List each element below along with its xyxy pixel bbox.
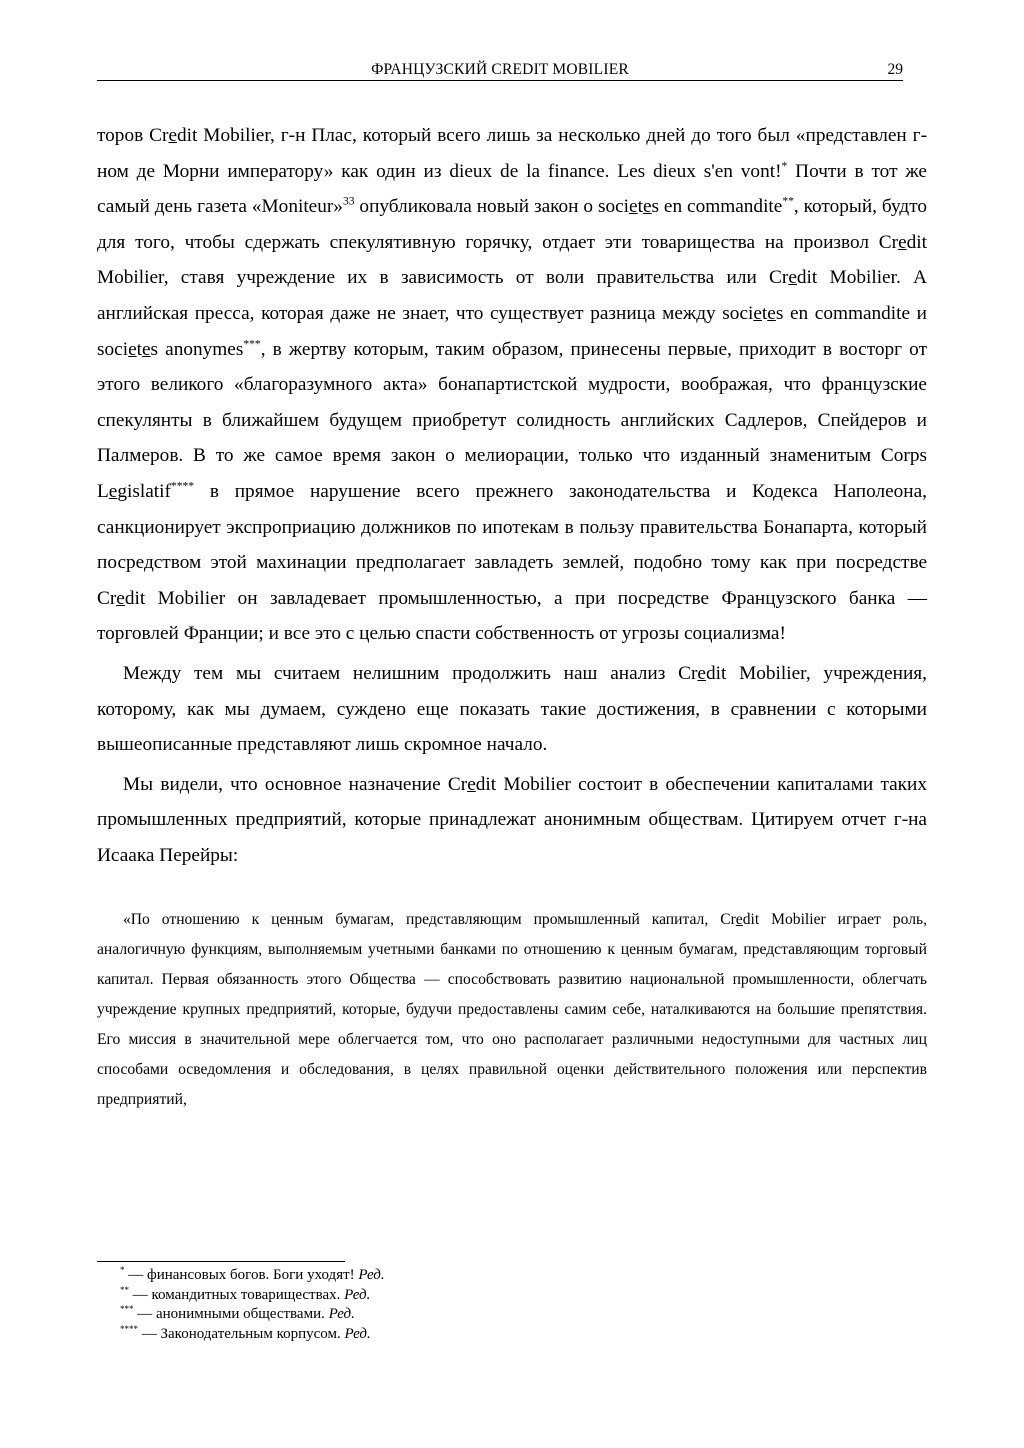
text-run: в прямое нарушение всего прежнего законодательства и Кодекса Наполеона, санкционирует экспроприацию должников по ипотекам в пользу правительства Бонапарта, который посредством этой махинации предполагает завладеть землей, подобно тому как при посредстве Cr (97, 480, 927, 609)
text-run: , в жертву которым, таким образом, принесены первые, приходит в восторг от этого великого «благоразумного акта» бонапартистской мудрости, воображая, что французские спекулянты в ближайшем будущем приобретут солидность английских Садлеров, Спейдеров и Палмеров. В то же самое время закон о мелиорации, только что изданный знаменитым Corps L (97, 338, 927, 502)
accented-letter: e (735, 911, 743, 928)
footnote-mark: ** (120, 1284, 129, 1295)
text-run: dit Mobilier, ставя учреждение их в зависимость от воли правительства или Cr (97, 231, 927, 289)
text-run: dit Mobilier играет роль, аналогичную функциям, выполняемым учетными банками по отношению к ценным бумагам, представляющим торговый капитал. Первая обязанность этого Общества — способствовать развитию национальной промышленности, облегчать учреждение крупных предприятий, которые, будучи предоставлены самим себе, наталкиваются на большие препятствия. Его миссия в значительной мере облегчается том, что оно располагает различными недоступными для частных лиц способами осведомления и обследования, в целях правильной оценки действительного положения или перспектив предприятий, (97, 911, 927, 1108)
footnote-ref[interactable]: 33 (342, 194, 355, 208)
main-text (97, 118, 927, 873)
footnote-text: — финансовых богов. Боги уходят! (124, 1267, 359, 1283)
text-run: dit Mobilier он завладевает промышленностью, а при посредстве Французского банка — торговлей Франции; и все это с целью спасти собственность от угрозы социализма! (97, 587, 927, 645)
footnote (120, 1325, 385, 1345)
footnote-ref[interactable]: * (781, 159, 788, 173)
accented-letter: e (629, 196, 638, 218)
accented-letter: e (788, 267, 797, 289)
footnote-ref[interactable]: ** (782, 194, 794, 208)
block-quote (97, 905, 927, 1115)
footnote-mark: * (120, 1265, 125, 1275)
editor-note: Ред. (358, 1267, 385, 1283)
footnote-ref[interactable]: *** (243, 337, 261, 351)
accented-letter: e (467, 773, 476, 795)
text-run: опубликовала новый закон о soci (354, 196, 630, 218)
editor-note: Ред. (344, 1286, 371, 1303)
text-run: dit Mobilier, учреждения, которому, как мы думаем, суждено еще показать такие достижения, в сравнении с которыми вышеописанные представляют лишь скромное начало. (97, 662, 927, 756)
footnote (120, 1266, 385, 1286)
footnote-text: — командитных товариществах. (129, 1286, 345, 1303)
quote-paragraph (97, 905, 927, 1115)
text-run: t (637, 196, 643, 218)
running-title: ФРАНЦУЗСКИЙ CREDIT MOBILIER (371, 61, 629, 78)
footnote-divider (97, 1261, 345, 1262)
footnote-text: — Законодательным корпусом. (138, 1325, 345, 1342)
footnotes (120, 1266, 385, 1344)
footnote-mark: *** (120, 1304, 134, 1314)
text-run: Мы видели, что основное назначение Cr (123, 773, 468, 795)
text-run: Между тем мы считаем нелишним продолжить наш анализ Cr (123, 662, 698, 684)
accented-letter: e (141, 338, 151, 360)
footnote (120, 1305, 385, 1325)
accented-letter: e (767, 302, 776, 324)
text-run: s en commandite и soci (97, 302, 927, 360)
text-run: s en commandite (651, 196, 783, 218)
footnote-ref[interactable]: **** (170, 479, 195, 493)
text-run: t (761, 302, 768, 324)
text-run: dit Mobilier. А английская пресса, которая даже не знает, что существует разница между soci (97, 267, 927, 324)
running-header (97, 60, 903, 81)
editor-note: Ред. (328, 1306, 355, 1322)
paragraph (97, 118, 927, 652)
page-number: 29 (887, 61, 903, 78)
accented-letter: e (642, 196, 652, 218)
footnote-mark: **** (120, 1323, 138, 1334)
text-run: gislatif (117, 480, 171, 502)
accented-letter: e (168, 125, 177, 146)
accented-letter: e (753, 302, 762, 324)
text-run: «По отношению к ценным бумагам, представляющим промышленный капитал, Cr (123, 911, 736, 928)
text-run: торов Cr (97, 125, 169, 146)
accented-letter: e (697, 662, 706, 684)
text-run: s anonymes (150, 338, 244, 360)
footnote (120, 1286, 385, 1306)
accented-letter: e (108, 480, 118, 502)
editor-note: Ред. (344, 1325, 371, 1342)
text-run: t (136, 338, 142, 360)
accented-letter: e (128, 338, 137, 360)
accented-letter: e (116, 587, 125, 609)
paragraph (97, 767, 927, 874)
text-run: , который, будто для того, чтобы сдержать спекулятивную горячку, отдает эти товарищества на произвол Cr (97, 196, 928, 253)
text-run: dit Mobilier, г-н Плас, который всего лишь за несколько дней до того был «представлен г-ном де Морни императору» как один из dieux de la finance. Les dieux s'en vont! (97, 125, 927, 182)
accented-letter: e (898, 231, 907, 253)
paragraph (97, 656, 927, 763)
text-run: Почти в тот же самый день газета «Moniteur» (97, 160, 927, 218)
footnote-text: — анонимными обществами. (133, 1306, 329, 1322)
text-run: dit Mobilier состоит в обеспечении капиталами таких промышленных предприятий, которые принадлежат анонимным обществам. Цитируем отчет г-на Исаака Перейры: (97, 773, 927, 866)
